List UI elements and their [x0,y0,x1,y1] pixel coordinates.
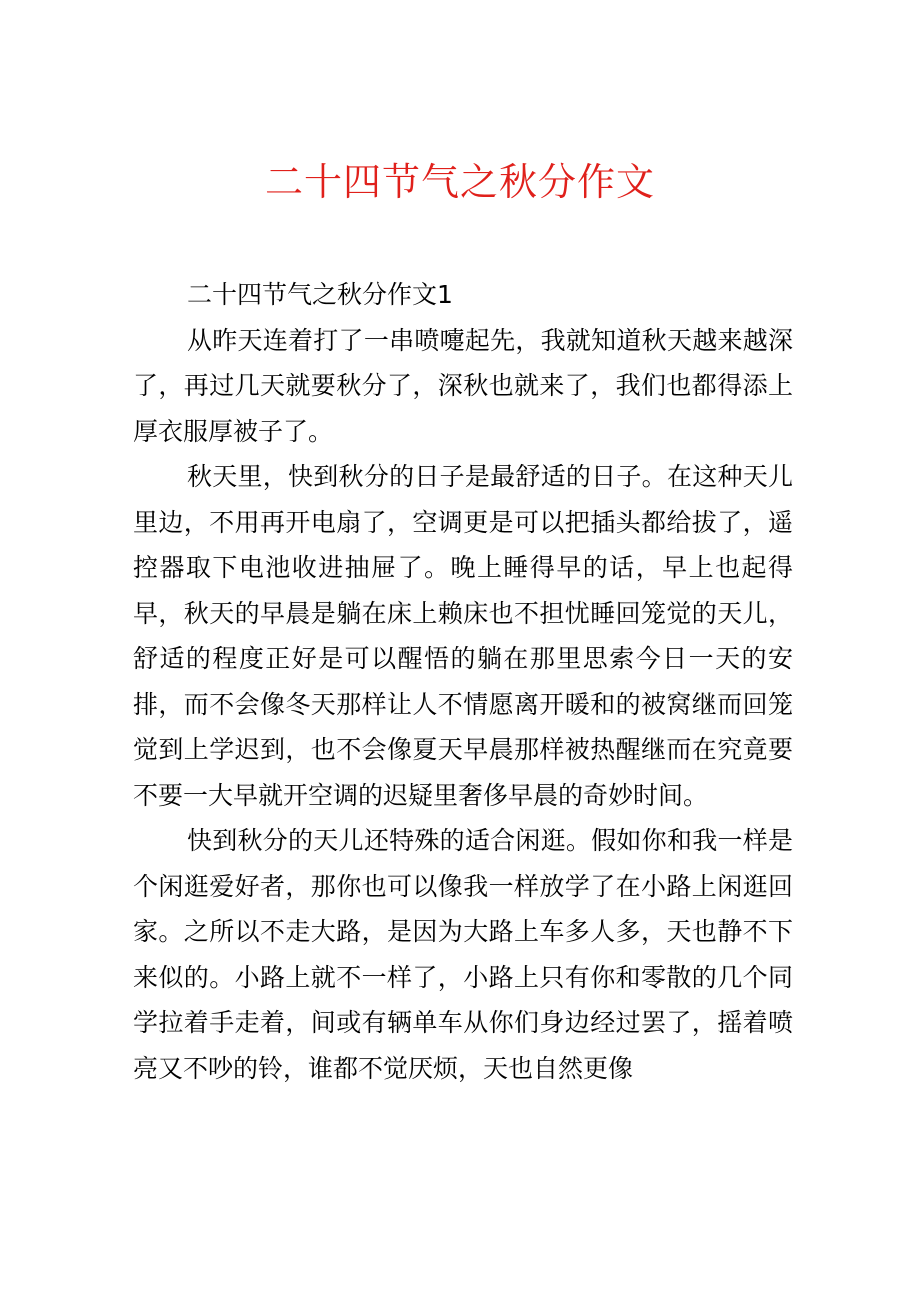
document-title: 二十四节气之秋分作文 [264,160,655,204]
paragraph-2: 秋天里，快到秋分的日子是最舒适的日子。在这种天儿里边，不用再开电扇了，空调更是可以把插头都给拔了，遥控器取下电池收进抽屉了。晚上睡得早的话，早上也起得早，秋天的早晨是躺在床上赖床也不担忧睡回笼觉的天儿，舒适的程度正好是可以醒悟的躺在那里思索今日一天的安排，而不会像冬天那样让人不情愿离开暖和的被窝继而回笼觉到上学迟到，也不会像夏天早晨那样被热醒继而在究竟要不要一大早就开空调的迟疑里奢侈早晨的奇妙时间。 [133,462,793,810]
paragraph-1: 从昨天连着打了一串喷嚏起先，我就知道秋天越来越深了，再过几天就要秋分了，深秋也就来了，我们也都得添上厚衣服厚被子了。 [133,325,793,446]
paragraph-3: 快到秋分的天儿还特殊的适合闲逛。假如你和我一样是个闲逛爱好者，那你也可以像我一样放学了在小路上闲逛回家。之所以不走大路，是因为大路上车多人多，天也静不下来似的。小路上就不一样了，小路上只有你和零散的几个同学拉着手走着，间或有辆单车从你们身边经过罢了，摇着喷亮又不吵的铃，谁都不觉厌烦，天也自然更像 [133,826,793,1083]
essay-subtitle: 二十四节气之秋分作文1 [187,280,453,309]
document-body [133,272,793,1091]
